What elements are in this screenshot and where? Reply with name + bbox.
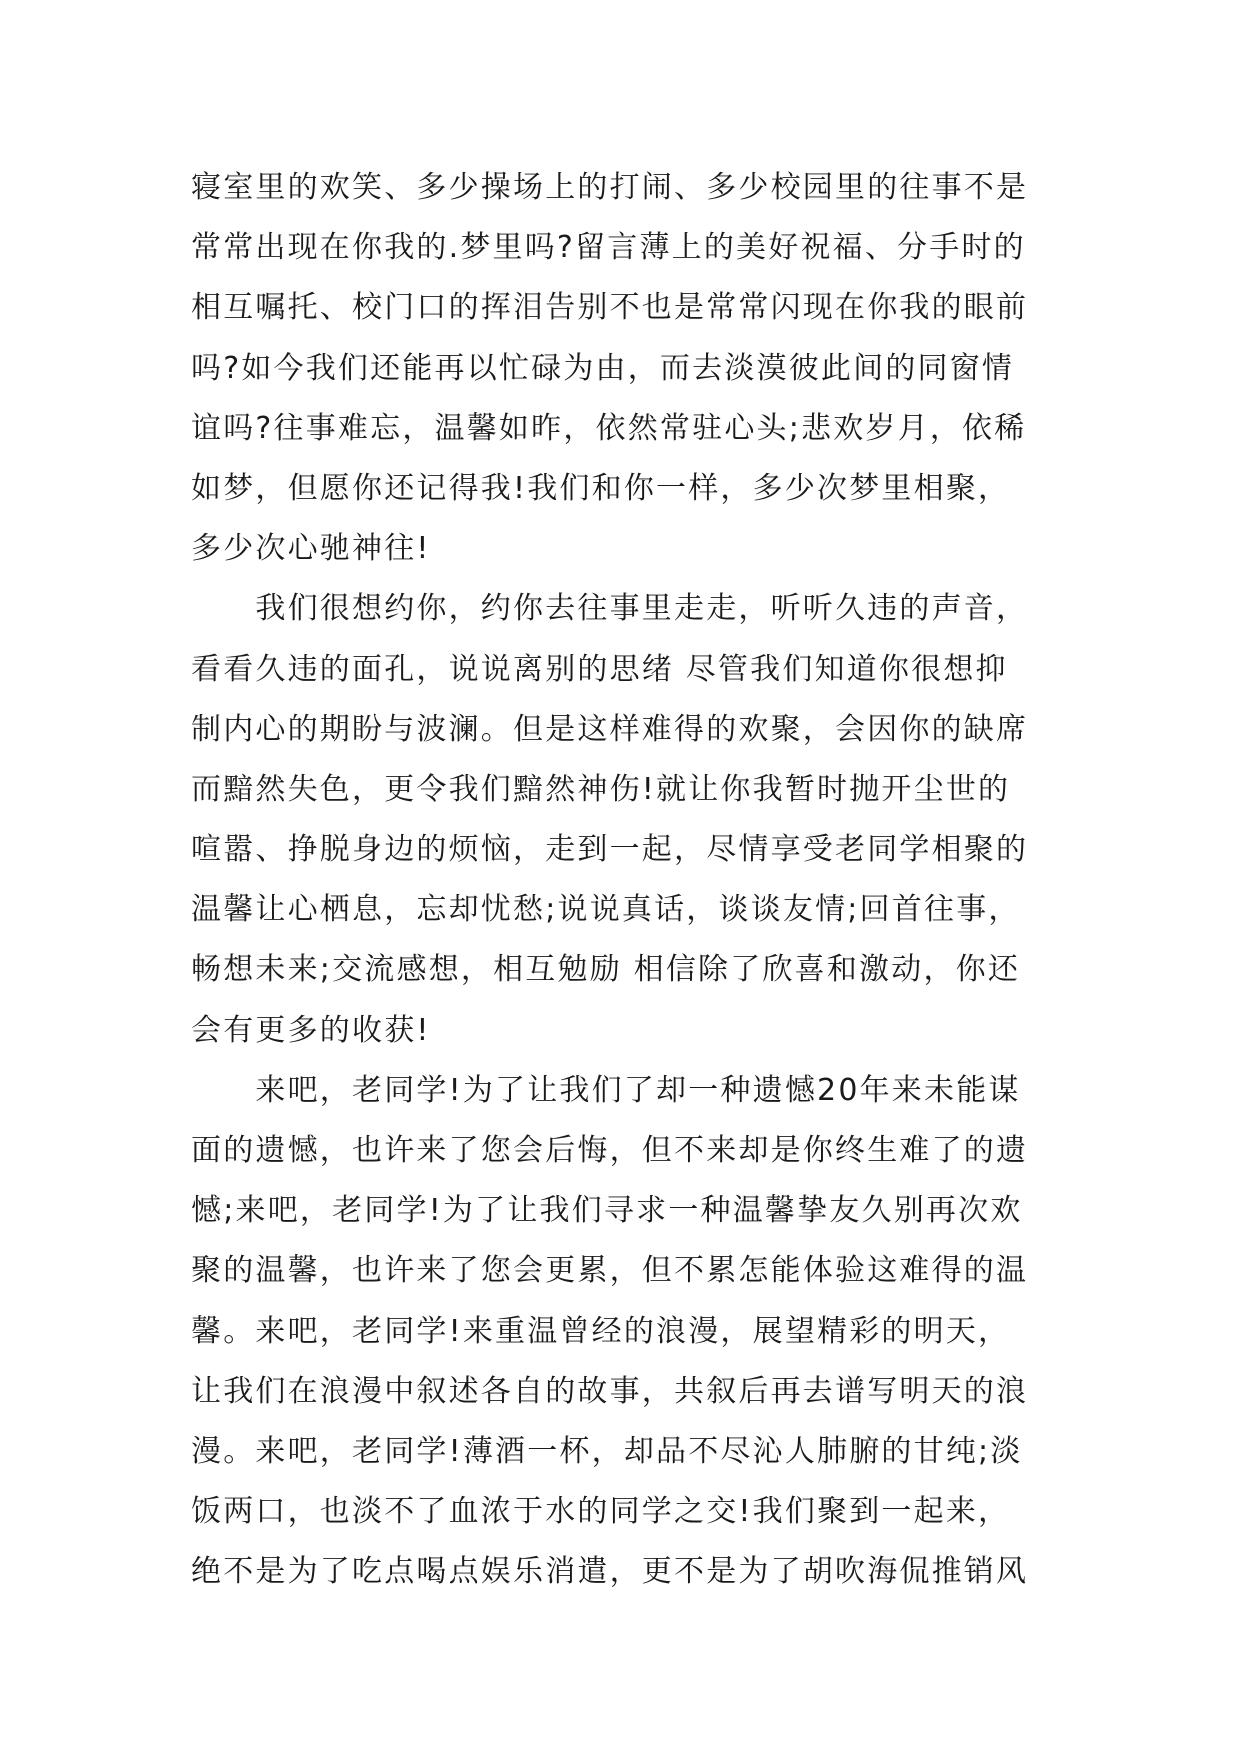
body-text xyxy=(191,158,1061,1603)
text-line-19: 聚的温馨，也许来了您会更累，但不累怎能体验这难得的温 xyxy=(191,1253,1029,1289)
text-line-4: 吗?如今我们还能再以忙碌为由，而去淡漠彼此间的同窗情 xyxy=(191,350,1015,386)
text-line-22: 漫。来吧，老同学!薄酒一杯，却品不尽沁人肺腑的甘纯;淡 xyxy=(191,1433,1023,1469)
text-line-20: 馨。来吧，老同学!来重温曾经的浪漫，展望精彩的明天， xyxy=(191,1313,1011,1349)
text-line-7: 多少次心驰神往! xyxy=(191,531,431,567)
text-line-17: 面的遗憾，也许来了您会后悔，但不来却是你终生难了的遗 xyxy=(191,1133,1029,1168)
text-line-9: 看看久违的面孔，说说离别的思绪 尽管我们知道你很想抑 xyxy=(191,651,1008,687)
text-line-23: 饭两口，也淡不了血浓于水的同学之交!我们聚到一起来， xyxy=(191,1494,1011,1530)
text-line-24: 绝不是为了吃点喝点娱乐消遣，更不是为了胡吹海侃推销风 xyxy=(191,1554,1029,1590)
text-line-3: 相互嘱托、校门口的挥泪告别不也是常常闪现在你我的眼前 xyxy=(191,290,1029,326)
text-line-5: 谊吗?往事难忘，温馨如昨，依然常驻心头;悲欢岁月，依稀 xyxy=(191,410,1027,446)
text-line-13: 温馨让心栖息，忘却忧愁;说说真话，谈谈友情;回首往事， xyxy=(191,892,1021,928)
text-line-1: 寝室里的欢笑、多少操场上的打闹、多少校园里的往事不是 xyxy=(191,170,1029,205)
text-line-8: 我们很想约你，约你去往事里走走，听听久违的声音， xyxy=(191,591,1029,627)
text-line-14: 畅想未来;交流感想，相互勉励 相信除了欣喜和激动，你还 xyxy=(191,952,1021,988)
text-line-2: 常常出现在你我的.梦里吗?留言薄上的美好祝福、分手时的 xyxy=(191,230,1026,266)
text-line-18: 憾;来吧，老同学!为了让我们寻求一种温馨挚友久别再次欢 xyxy=(191,1193,1023,1229)
text-line-10: 制内心的期盼与波澜。但是这样难得的欢聚，会因你的缺席 xyxy=(191,711,1029,747)
text-line-21: 让我们在浪漫中叙述各自的故事，共叙后再去谱写明天的浪 xyxy=(191,1373,1029,1409)
text-line-11: 而黯然失色，更令我们黯然神伤!就让你我暂时抛开尘世的 xyxy=(191,771,1011,807)
text-line-16: 来吧，老同学!为了让我们了却一种遗憾20年来未能谋 xyxy=(191,1072,1021,1108)
text-line-6: 如梦，但愿你还记得我!我们和你一样，多少次梦里相聚， xyxy=(191,470,1011,506)
text-line-15: 会有更多的收获! xyxy=(191,1012,431,1048)
text-line-12: 喧嚣、挣脱身边的烦恼，走到一起，尽情享受老同学相聚的 xyxy=(191,832,1029,868)
